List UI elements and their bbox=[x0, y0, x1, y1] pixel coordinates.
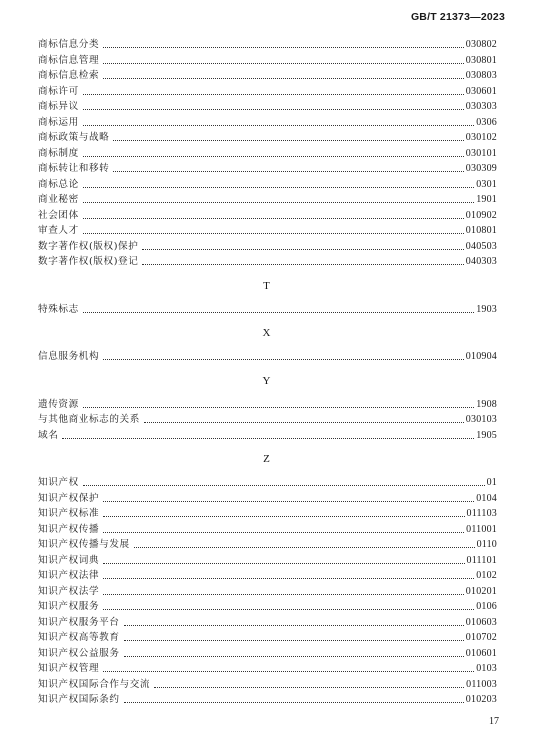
index-code: 0104 bbox=[476, 492, 497, 504]
dot-leader bbox=[83, 109, 464, 110]
index-entry bbox=[38, 130, 497, 145]
index-code: 010702 bbox=[465, 632, 497, 643]
dot-leader bbox=[103, 532, 464, 533]
index-term: 知识产权传播与发展 bbox=[38, 539, 130, 550]
index-code: 040303 bbox=[465, 256, 497, 267]
index-entry bbox=[38, 599, 497, 614]
index-term: 审查人才 bbox=[38, 225, 79, 236]
index-code: 1908 bbox=[476, 398, 497, 410]
dot-leader bbox=[154, 687, 464, 688]
dot-leader bbox=[113, 171, 463, 172]
dot-leader bbox=[144, 422, 464, 423]
index-entry bbox=[38, 397, 497, 412]
index-term: 商标信息管理 bbox=[38, 54, 100, 66]
index-code: 010201 bbox=[465, 585, 497, 597]
index-term: 知识产权 bbox=[38, 477, 79, 488]
dot-leader bbox=[62, 438, 474, 439]
index-entry bbox=[38, 349, 497, 364]
index-term: 知识产权高等教育 bbox=[38, 632, 120, 643]
dot-leader bbox=[103, 671, 474, 672]
index-entry bbox=[38, 99, 497, 114]
index-entry bbox=[38, 506, 497, 521]
index-entry bbox=[38, 677, 497, 692]
index-entry bbox=[38, 537, 497, 552]
index-term: 商标异议 bbox=[38, 101, 79, 112]
dot-leader bbox=[103, 501, 474, 502]
dot-leader bbox=[142, 249, 463, 250]
index-entry bbox=[38, 68, 497, 83]
index-entry bbox=[38, 254, 497, 269]
index-term: 与其他商业标志的关系 bbox=[38, 414, 140, 425]
dot-leader bbox=[103, 63, 464, 64]
index-term: 知识产权法律 bbox=[38, 570, 100, 581]
index-entry bbox=[38, 475, 497, 490]
dot-leader bbox=[83, 485, 485, 486]
dot-leader bbox=[103, 594, 464, 595]
index-term: 商业秘密 bbox=[38, 194, 79, 205]
index-entry bbox=[38, 208, 497, 223]
index-term: 社会团体 bbox=[38, 209, 79, 221]
index-term: 域名 bbox=[38, 429, 59, 441]
dot-leader bbox=[124, 702, 464, 703]
index-term: 知识产权服务平台 bbox=[38, 616, 120, 628]
index-code: 030309 bbox=[465, 163, 497, 174]
index-entry bbox=[38, 553, 497, 568]
index-entry bbox=[38, 84, 497, 99]
index-term: 知识产权国际合作与交流 bbox=[38, 678, 151, 690]
index-term: 知识产权法学 bbox=[38, 585, 100, 597]
index-code: 0110 bbox=[476, 539, 497, 550]
index-term: 商标政策与战略 bbox=[38, 132, 110, 143]
dot-leader bbox=[103, 78, 464, 79]
index-term: 商标信息分类 bbox=[38, 39, 100, 50]
index-entry bbox=[38, 412, 497, 427]
index-code: 030101 bbox=[465, 147, 497, 159]
dot-leader bbox=[83, 125, 474, 126]
index-entry bbox=[38, 146, 497, 161]
index-entry bbox=[38, 630, 497, 645]
dot-leader bbox=[113, 140, 463, 141]
dot-leader bbox=[103, 578, 474, 579]
index-entry bbox=[38, 302, 497, 317]
index-code: 030303 bbox=[465, 101, 497, 112]
index-entry bbox=[38, 584, 497, 599]
index-term: 知识产权保护 bbox=[38, 492, 100, 504]
index-term: 数字著作权(版权)保护 bbox=[38, 240, 139, 252]
index-code: 030801 bbox=[465, 54, 497, 66]
index-term: 特殊标志 bbox=[38, 303, 79, 315]
index-term: 知识产权管理 bbox=[38, 663, 100, 674]
index-term: 数字著作权(版权)登记 bbox=[38, 256, 139, 267]
index-entry bbox=[38, 568, 497, 583]
index-code: 011003 bbox=[466, 678, 497, 690]
index-code: 030803 bbox=[465, 70, 497, 81]
index-term: 商标总论 bbox=[38, 178, 79, 190]
index-code: 1905 bbox=[476, 429, 497, 441]
dot-leader bbox=[124, 656, 464, 657]
index-letter-heading: Y bbox=[262, 374, 271, 387]
index-term: 商标制度 bbox=[38, 147, 79, 159]
index-entry bbox=[38, 661, 497, 676]
index-letter-heading: T bbox=[263, 279, 270, 292]
dot-leader bbox=[142, 264, 463, 265]
dot-leader bbox=[83, 202, 474, 203]
index-entry bbox=[38, 522, 497, 537]
dot-leader bbox=[83, 94, 464, 95]
dot-leader bbox=[83, 156, 464, 157]
dot-leader bbox=[124, 640, 464, 641]
dot-leader bbox=[134, 547, 475, 548]
index-code: 0106 bbox=[476, 601, 497, 612]
index-entry bbox=[38, 37, 497, 52]
index-code: 010902 bbox=[465, 209, 497, 221]
index-term: 知识产权国际条约 bbox=[38, 694, 120, 705]
index-term: 商标信息检索 bbox=[38, 70, 100, 81]
dot-leader bbox=[83, 218, 464, 219]
dot-leader bbox=[83, 233, 464, 234]
index-term: 知识产权标准 bbox=[38, 508, 100, 519]
index-entry bbox=[38, 223, 497, 238]
index-code: 1901 bbox=[476, 194, 497, 205]
index-term: 商标转让和移转 bbox=[38, 163, 110, 174]
index-entry bbox=[38, 239, 497, 254]
dot-leader bbox=[124, 625, 464, 626]
dot-leader bbox=[83, 407, 474, 408]
index-code: 030601 bbox=[465, 85, 497, 97]
dot-leader bbox=[103, 47, 464, 48]
dot-leader bbox=[83, 187, 474, 188]
index-letter-heading: Z bbox=[263, 453, 270, 465]
index-entry bbox=[38, 428, 497, 443]
dot-leader bbox=[103, 359, 464, 360]
index-letter-heading: X bbox=[262, 327, 271, 339]
index-code: 040503 bbox=[465, 240, 497, 252]
dot-leader bbox=[103, 563, 464, 564]
index-term: 知识产权公益服务 bbox=[38, 647, 120, 659]
index-code: 0102 bbox=[476, 570, 497, 581]
index-code: 0103 bbox=[476, 663, 497, 674]
index-entry bbox=[38, 692, 497, 707]
index-code: 011101 bbox=[466, 554, 497, 566]
index-code: 010801 bbox=[465, 225, 497, 236]
standard-code-header: GB/T 21373—2023 bbox=[410, 11, 505, 23]
index-term: 信息服务机构 bbox=[38, 351, 100, 362]
index-entry bbox=[38, 53, 497, 68]
index-code: 1903 bbox=[476, 303, 497, 315]
dot-leader bbox=[103, 609, 474, 610]
index-code: 010203 bbox=[465, 694, 497, 705]
index-code: 011103 bbox=[466, 508, 497, 519]
index-code: 010904 bbox=[465, 351, 497, 362]
index-entry bbox=[38, 491, 497, 506]
index-code: 0301 bbox=[476, 178, 497, 190]
index-entry bbox=[38, 646, 497, 661]
index-term: 遗传资源 bbox=[38, 398, 79, 410]
index-code: 030103 bbox=[465, 414, 497, 425]
index-entry bbox=[38, 177, 497, 192]
index-code: 030102 bbox=[465, 132, 497, 143]
index-code: 01 bbox=[486, 477, 497, 488]
index-entry bbox=[38, 161, 497, 176]
index-entry bbox=[38, 615, 497, 630]
index-term: 知识产权传播 bbox=[38, 523, 100, 535]
index-code: 010601 bbox=[465, 647, 497, 659]
index-term: 知识产权词典 bbox=[38, 554, 100, 566]
index-term: 知识产权服务 bbox=[38, 601, 100, 612]
dot-leader bbox=[83, 312, 474, 313]
index-code: 0306 bbox=[476, 116, 497, 128]
index-entry bbox=[38, 192, 497, 207]
index-term: 商标运用 bbox=[38, 116, 79, 128]
index-code: 011001 bbox=[466, 523, 497, 535]
page-number: 17 bbox=[489, 716, 499, 727]
index-entry bbox=[38, 115, 497, 130]
dot-leader bbox=[103, 516, 464, 517]
index-code: 010603 bbox=[465, 616, 497, 628]
index-term: 商标许可 bbox=[38, 85, 79, 97]
index-code: 030802 bbox=[465, 39, 497, 50]
